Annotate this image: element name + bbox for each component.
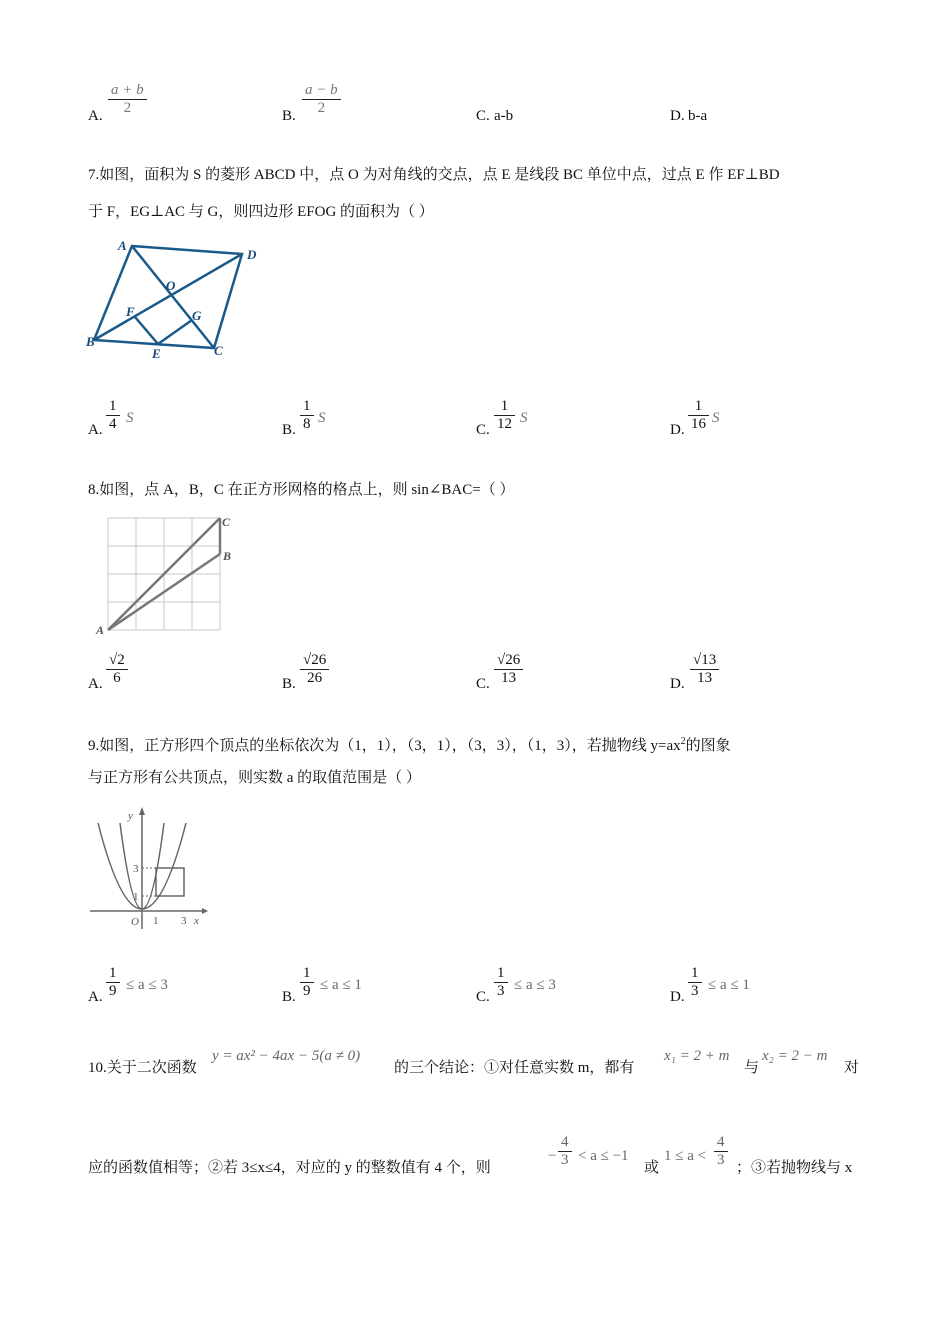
x-axis-arrow (202, 908, 208, 914)
denominator: 26 (307, 670, 323, 686)
q7-option-d-var: S (712, 410, 720, 426)
q10-yu: 与 (744, 1060, 760, 1076)
q10-huo: 或 (644, 1160, 660, 1176)
denominator: 2 (317, 100, 326, 116)
tick-y-3: 3 (133, 863, 139, 875)
label-o: O (166, 278, 176, 293)
q9-option-b-fraction (300, 965, 314, 1000)
denominator: 13 (501, 670, 517, 686)
numerator: 1 (497, 965, 505, 981)
tick-y-1: 1 (133, 891, 139, 903)
denominator: 13 (697, 670, 713, 686)
tick-x-1: 1 (153, 915, 159, 927)
q8-grid-figure (94, 512, 244, 638)
q6-option-b-letter: B. (282, 108, 296, 124)
label-origin: O (131, 916, 139, 928)
q9-parabola-figure (88, 805, 208, 930)
numerator: √26 (497, 652, 521, 668)
q10-line2-part1: 应的函数值相等；②若 3≤x≤4，对应的 y 的整数值有 4 个，则 (88, 1160, 491, 1176)
q10-ineq1-minus: − (548, 1148, 557, 1164)
numerator: 1 (303, 965, 311, 981)
q9-option-a-fraction (106, 965, 120, 1000)
denominator: 3 (561, 1152, 569, 1168)
denominator: 3 (717, 1152, 725, 1168)
numerator: 1 (500, 398, 509, 414)
q9-option-c-range: ≤ a ≤ 3 (514, 977, 556, 993)
numerator: 4 (561, 1134, 569, 1150)
q10-stem-part1: 10.关于二次函数 (88, 1060, 197, 1076)
label-y: y (128, 810, 133, 822)
q8-option-a-letter: A. (88, 676, 103, 692)
q9-option-a-letter: A. (88, 989, 103, 1005)
q7-option-c-letter: C. (476, 422, 490, 438)
label-b: B (86, 334, 95, 349)
label-b: B (223, 549, 232, 563)
label-d: D (247, 247, 257, 262)
denominator: 9 (109, 983, 117, 999)
q7-option-b-letter: B. (282, 422, 296, 438)
numerator: a − b (305, 82, 338, 98)
q7-option-b-var: S (318, 410, 326, 426)
q9-option-d-fraction (688, 965, 702, 1000)
numerator: 1 (691, 965, 699, 981)
label-a: A (96, 623, 105, 637)
q9-option-d-letter: D. (670, 989, 685, 1005)
q10-ineq2-fraction (714, 1134, 728, 1169)
q9-option-b-range: ≤ a ≤ 1 (320, 977, 362, 993)
y-axis-arrow (139, 807, 145, 815)
label-c: C (222, 515, 231, 529)
q6-option-d-letter: D. (670, 108, 685, 124)
q9-option-b-letter: B. (282, 989, 296, 1005)
q9-option-a-range: ≤ a ≤ 3 (126, 977, 168, 993)
numerator: 1 (694, 398, 703, 414)
numerator: 4 (717, 1134, 725, 1150)
label-f: F (126, 304, 135, 319)
label-g: G (192, 308, 202, 323)
q7-option-b-fraction (300, 398, 314, 433)
denominator: 3 (497, 983, 505, 999)
denominator: 12 (497, 416, 512, 432)
q8-option-b-letter: B. (282, 676, 296, 692)
denominator: 3 (691, 983, 699, 999)
q10-ineq1-rest: < a ≤ −1 (578, 1148, 629, 1164)
segment-ef (135, 317, 158, 344)
q8-option-c-letter: C. (476, 676, 490, 692)
q6-option-c-text: a-b (494, 108, 514, 124)
q6-option-a-fraction (108, 82, 147, 117)
q7-option-c-var: S (520, 410, 528, 426)
denominator: 16 (691, 416, 706, 432)
q10-dui: 对 (844, 1060, 860, 1076)
q8-option-d-letter: D. (670, 676, 685, 692)
q9-exponent: 2 (680, 736, 686, 747)
square (156, 868, 184, 896)
q6-option-d-text: b-a (688, 108, 708, 124)
q10-stem-part2: 的三个结论：①对任意实数 m，都有 (394, 1060, 635, 1076)
denominator: 2 (123, 100, 132, 116)
q10-function: y = ax² − 4ax − 5(a ≠ 0) (212, 1048, 361, 1064)
q10-line2-part2: ；③若抛物线与 x (736, 1160, 853, 1176)
q8-option-a-fraction (106, 652, 128, 687)
tick-x-3: 3 (181, 915, 187, 927)
q8-option-b-fraction (300, 652, 329, 687)
q7-option-a-letter: A. (88, 422, 103, 438)
q9-option-c-letter: C. (476, 989, 490, 1005)
q9-stem-line2: 与正方形有公共顶点，则实数 a 的取值范围是（ ） (88, 770, 421, 786)
numerator: 1 (109, 398, 117, 414)
q6-option-b-fraction (302, 82, 341, 117)
denominator: 4 (109, 416, 117, 432)
q7-stem-line1: 7.如图，面积为 S 的菱形 ABCD 中，点 O 为对角线的交点，点 E 是线段 BC 单位中点，过点 E 作 EF⊥BD (88, 167, 780, 183)
numerator: √13 (693, 652, 717, 668)
q6-option-a-letter: A. (88, 108, 103, 124)
q7-option-a-fraction (106, 398, 120, 433)
q9-option-d-range: ≤ a ≤ 1 (708, 977, 750, 993)
label-e: E (152, 346, 161, 361)
label-c: C (214, 343, 223, 358)
label-x: x (194, 915, 199, 927)
segment-eg (158, 320, 192, 344)
q7-stem-line2: 于 F，EG⊥AC 与 G，则四边形 EFOG 的面积为（ ） (88, 204, 434, 220)
q9-stem-line1 (88, 732, 731, 756)
numerator: √2 (109, 652, 125, 668)
q8-option-d-fraction (690, 652, 719, 687)
numerator: 1 (303, 398, 311, 414)
label-a: A (118, 238, 127, 253)
q10-x1: x₁ = 2 + m (664, 1048, 730, 1064)
denominator: 8 (303, 416, 311, 432)
denominator: 6 (113, 670, 121, 686)
q7-option-c-fraction (494, 398, 515, 433)
q10-ineq2-left: 1 ≤ a < (664, 1148, 707, 1164)
denominator: 9 (303, 983, 311, 999)
numerator: √26 (303, 652, 327, 668)
q9-option-c-fraction (494, 965, 508, 1000)
q7-option-d-letter: D. (670, 422, 685, 438)
q8-stem: 8.如图，点 A，B，C 在正方形网格的格点上，则 sin∠BAC=（ ） (88, 482, 515, 498)
q10-ineq1-fraction (558, 1134, 572, 1169)
q9-stem-part1: 9.如图，正方形四个顶点的坐标依次为（1，1），（3，1），（3，3），（1，3），若抛物线 y=ax (88, 738, 681, 754)
q7-rhombus-figure (84, 238, 264, 363)
q8-option-c-fraction (494, 652, 523, 687)
q6-option-c-letter: C. (476, 108, 490, 124)
numerator: a + b (111, 82, 144, 98)
q10-x2: x₂ = 2 − m (762, 1048, 828, 1064)
numerator: 1 (109, 965, 117, 981)
q9-stem-part2: 的图象 (685, 738, 731, 754)
q7-option-a-var: S (126, 410, 134, 426)
q7-option-d-fraction (688, 398, 709, 433)
